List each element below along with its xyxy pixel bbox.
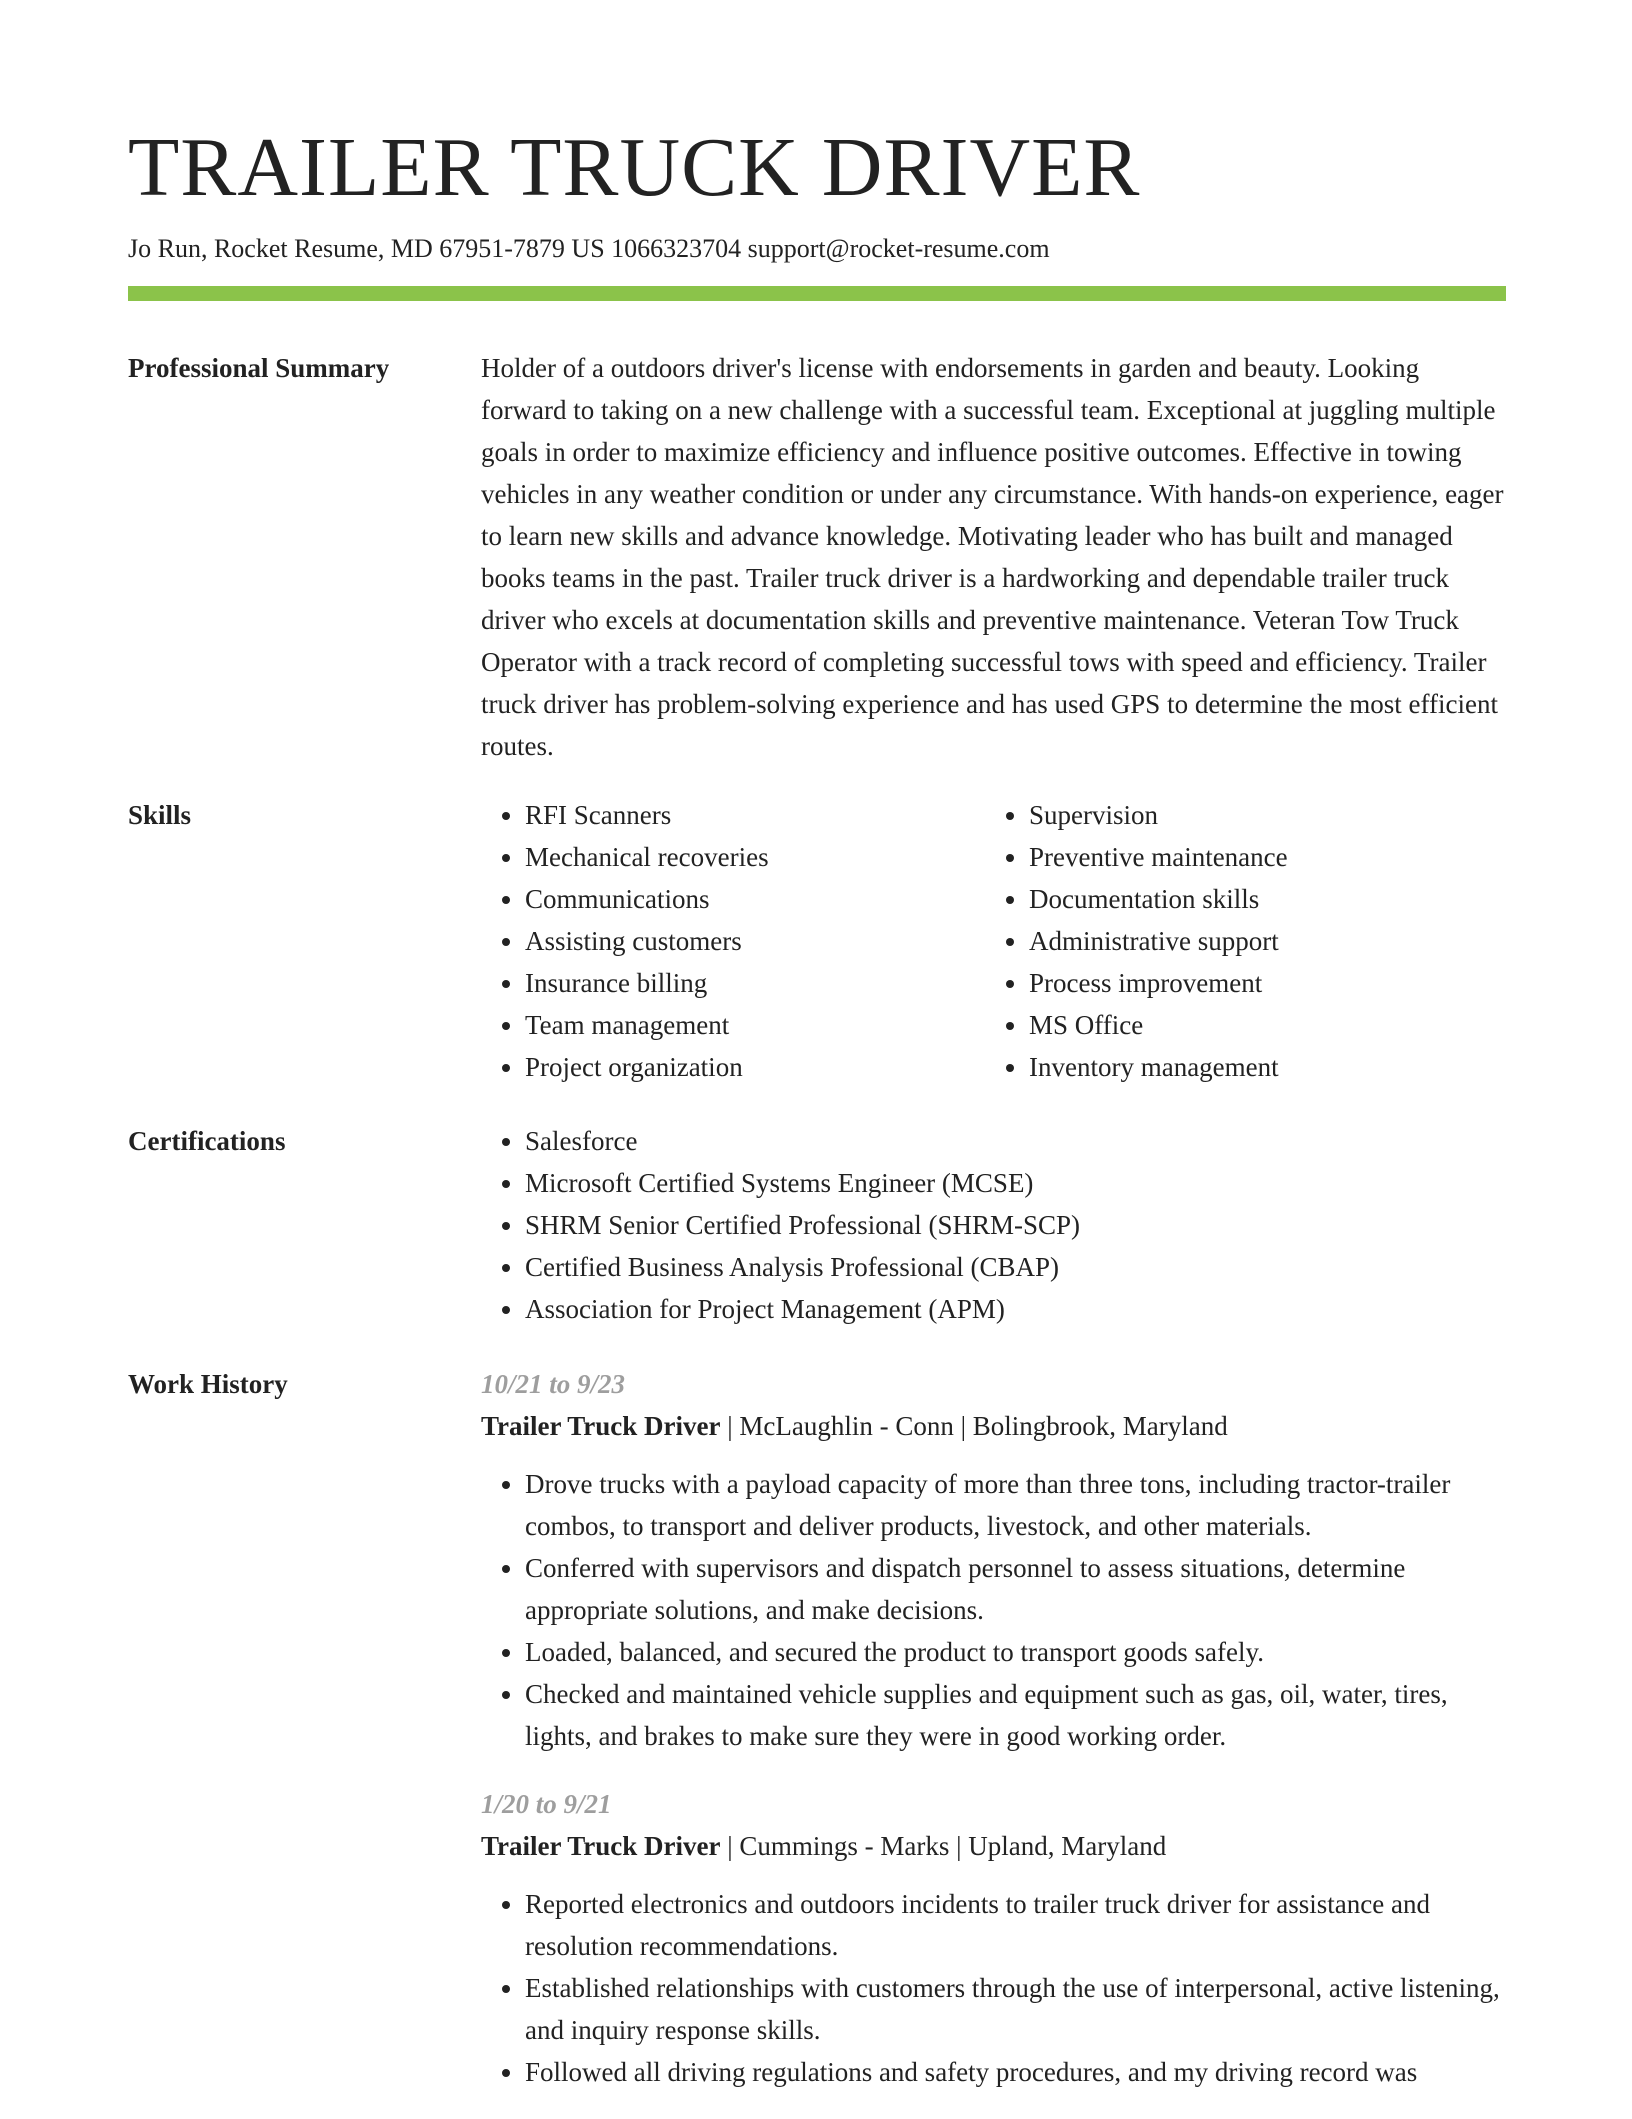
certification-item: • Association for Project Management (APM) bbox=[525, 1288, 1506, 1330]
summary-text: Holder of a outdoors driver's license with endorsements in garden and beauty. Looking forward to taking on a new challenge with a successful team. Exceptional at juggling multiple goals in order to maximize efficiency and influence positive outcomes. Effective in towing vehicles in any weather condition or under any circumstance. With hands-on experience, eager to learn new skills and advance knowledge. Motivating leader who has built and managed books teams in the past. Trailer truck driver is a hardworking and dependable trailer truck driver who excels at documentation skills and preventive maintenance. Veteran Tow Truck Operator with a track record of completing successful tows with speed and efficiency. Trailer truck driver has problem-solving experience and has used GPS to determine the most efficient routes. bbox=[481, 353, 1504, 761]
skills-list-right bbox=[985, 794, 1489, 1088]
skills-columns bbox=[481, 794, 1506, 1088]
job-title: Trailer Truck Driver bbox=[481, 1831, 721, 1861]
job-bullets bbox=[481, 1463, 1506, 1757]
skill-item: • Documentation skills bbox=[1029, 878, 1489, 920]
certification-item: • Certified Business Analysis Professional (CBAP) bbox=[525, 1246, 1506, 1288]
skill-item: • Mechanical recoveries bbox=[525, 836, 985, 878]
job-details: | Cummings - Marks | Upland, Maryland bbox=[720, 1831, 1167, 1861]
skills-column-left bbox=[481, 794, 985, 1088]
summary-heading: Professional Summary bbox=[128, 353, 390, 383]
skill-item: • Team management bbox=[525, 1004, 985, 1046]
job-details: | McLaughlin - Conn | Bolingbrook, Maryland bbox=[720, 1411, 1228, 1441]
skill-item: • Assisting customers bbox=[525, 920, 985, 962]
job-header bbox=[481, 1825, 1506, 1867]
resume-title: TRAILER TRUCK DRIVER bbox=[128, 121, 1141, 214]
skill-item: • Project organization bbox=[525, 1046, 985, 1088]
job-bullet: • Conferred with supervisors and dispatch personnel to assess situations, determine appropriate solutions, and make decisions. bbox=[525, 1547, 1506, 1631]
certification-item: • Microsoft Certified Systems Engineer (MCSE) bbox=[525, 1162, 1506, 1204]
job-bullet: • Followed all driving regulations and safety procedures, and my driving record was bbox=[525, 2051, 1506, 2093]
skill-item: • Preventive maintenance bbox=[1029, 836, 1489, 878]
skills-heading: Skills bbox=[128, 800, 192, 830]
skills-list-left bbox=[481, 794, 985, 1088]
work-history-heading: Work History bbox=[128, 1369, 288, 1399]
job-dates: 10/21 to 9/23 bbox=[481, 1369, 626, 1399]
skill-item: • Insurance billing bbox=[525, 962, 985, 1004]
certification-item: • Salesforce bbox=[525, 1120, 1506, 1162]
contact-line: Jo Run, Rocket Resume, MD 67951-7879 US 1066323704 support@rocket-resume.com bbox=[128, 234, 1050, 263]
skill-item: • MS Office bbox=[1029, 1004, 1489, 1046]
job-entry bbox=[481, 1783, 1506, 2093]
job-entry bbox=[481, 1363, 1506, 1757]
job-bullet: • Reported electronics and outdoors incidents to trailer truck driver for assistance and resolution recommendations. bbox=[525, 1883, 1506, 1967]
accent-divider bbox=[128, 286, 1506, 301]
job-header bbox=[481, 1405, 1506, 1447]
certification-item: • SHRM Senior Certified Professional (SHRM-SCP) bbox=[525, 1204, 1506, 1246]
job-title: Trailer Truck Driver bbox=[481, 1411, 721, 1441]
job-bullet: • Established relationships with customers through the use of interpersonal, active listening, and inquiry response skills. bbox=[525, 1967, 1506, 2051]
job-bullet: • Checked and maintained vehicle supplies and equipment such as gas, oil, water, tires, lights, and brakes to make sure they were in good working order. bbox=[525, 1673, 1506, 1757]
skill-item: • Inventory management bbox=[1029, 1046, 1489, 1088]
skills-column-right bbox=[985, 794, 1489, 1088]
certifications-heading: Certifications bbox=[128, 1126, 286, 1156]
certifications-list bbox=[481, 1120, 1506, 1330]
skill-item: • RFI Scanners bbox=[525, 794, 985, 836]
job-bullet: • Loaded, balanced, and secured the product to transport goods safely. bbox=[525, 1631, 1506, 1673]
skills-body bbox=[481, 794, 1506, 1088]
job-bullet: • Drove trucks with a payload capacity of more than three tons, including tractor-trailer combos, to transport and deliver products, livestock, and other materials. bbox=[525, 1463, 1506, 1547]
certifications-body bbox=[481, 1120, 1506, 1330]
work-history-body bbox=[481, 1363, 1506, 2119]
skill-item: • Administrative support bbox=[1029, 920, 1489, 962]
job-dates: 1/20 to 9/21 bbox=[481, 1789, 612, 1819]
skill-item: • Process improvement bbox=[1029, 962, 1489, 1004]
skill-item: • Supervision bbox=[1029, 794, 1489, 836]
job-bullets bbox=[481, 1883, 1506, 2093]
skill-item: • Communications bbox=[525, 878, 985, 920]
summary-body bbox=[481, 347, 1506, 767]
